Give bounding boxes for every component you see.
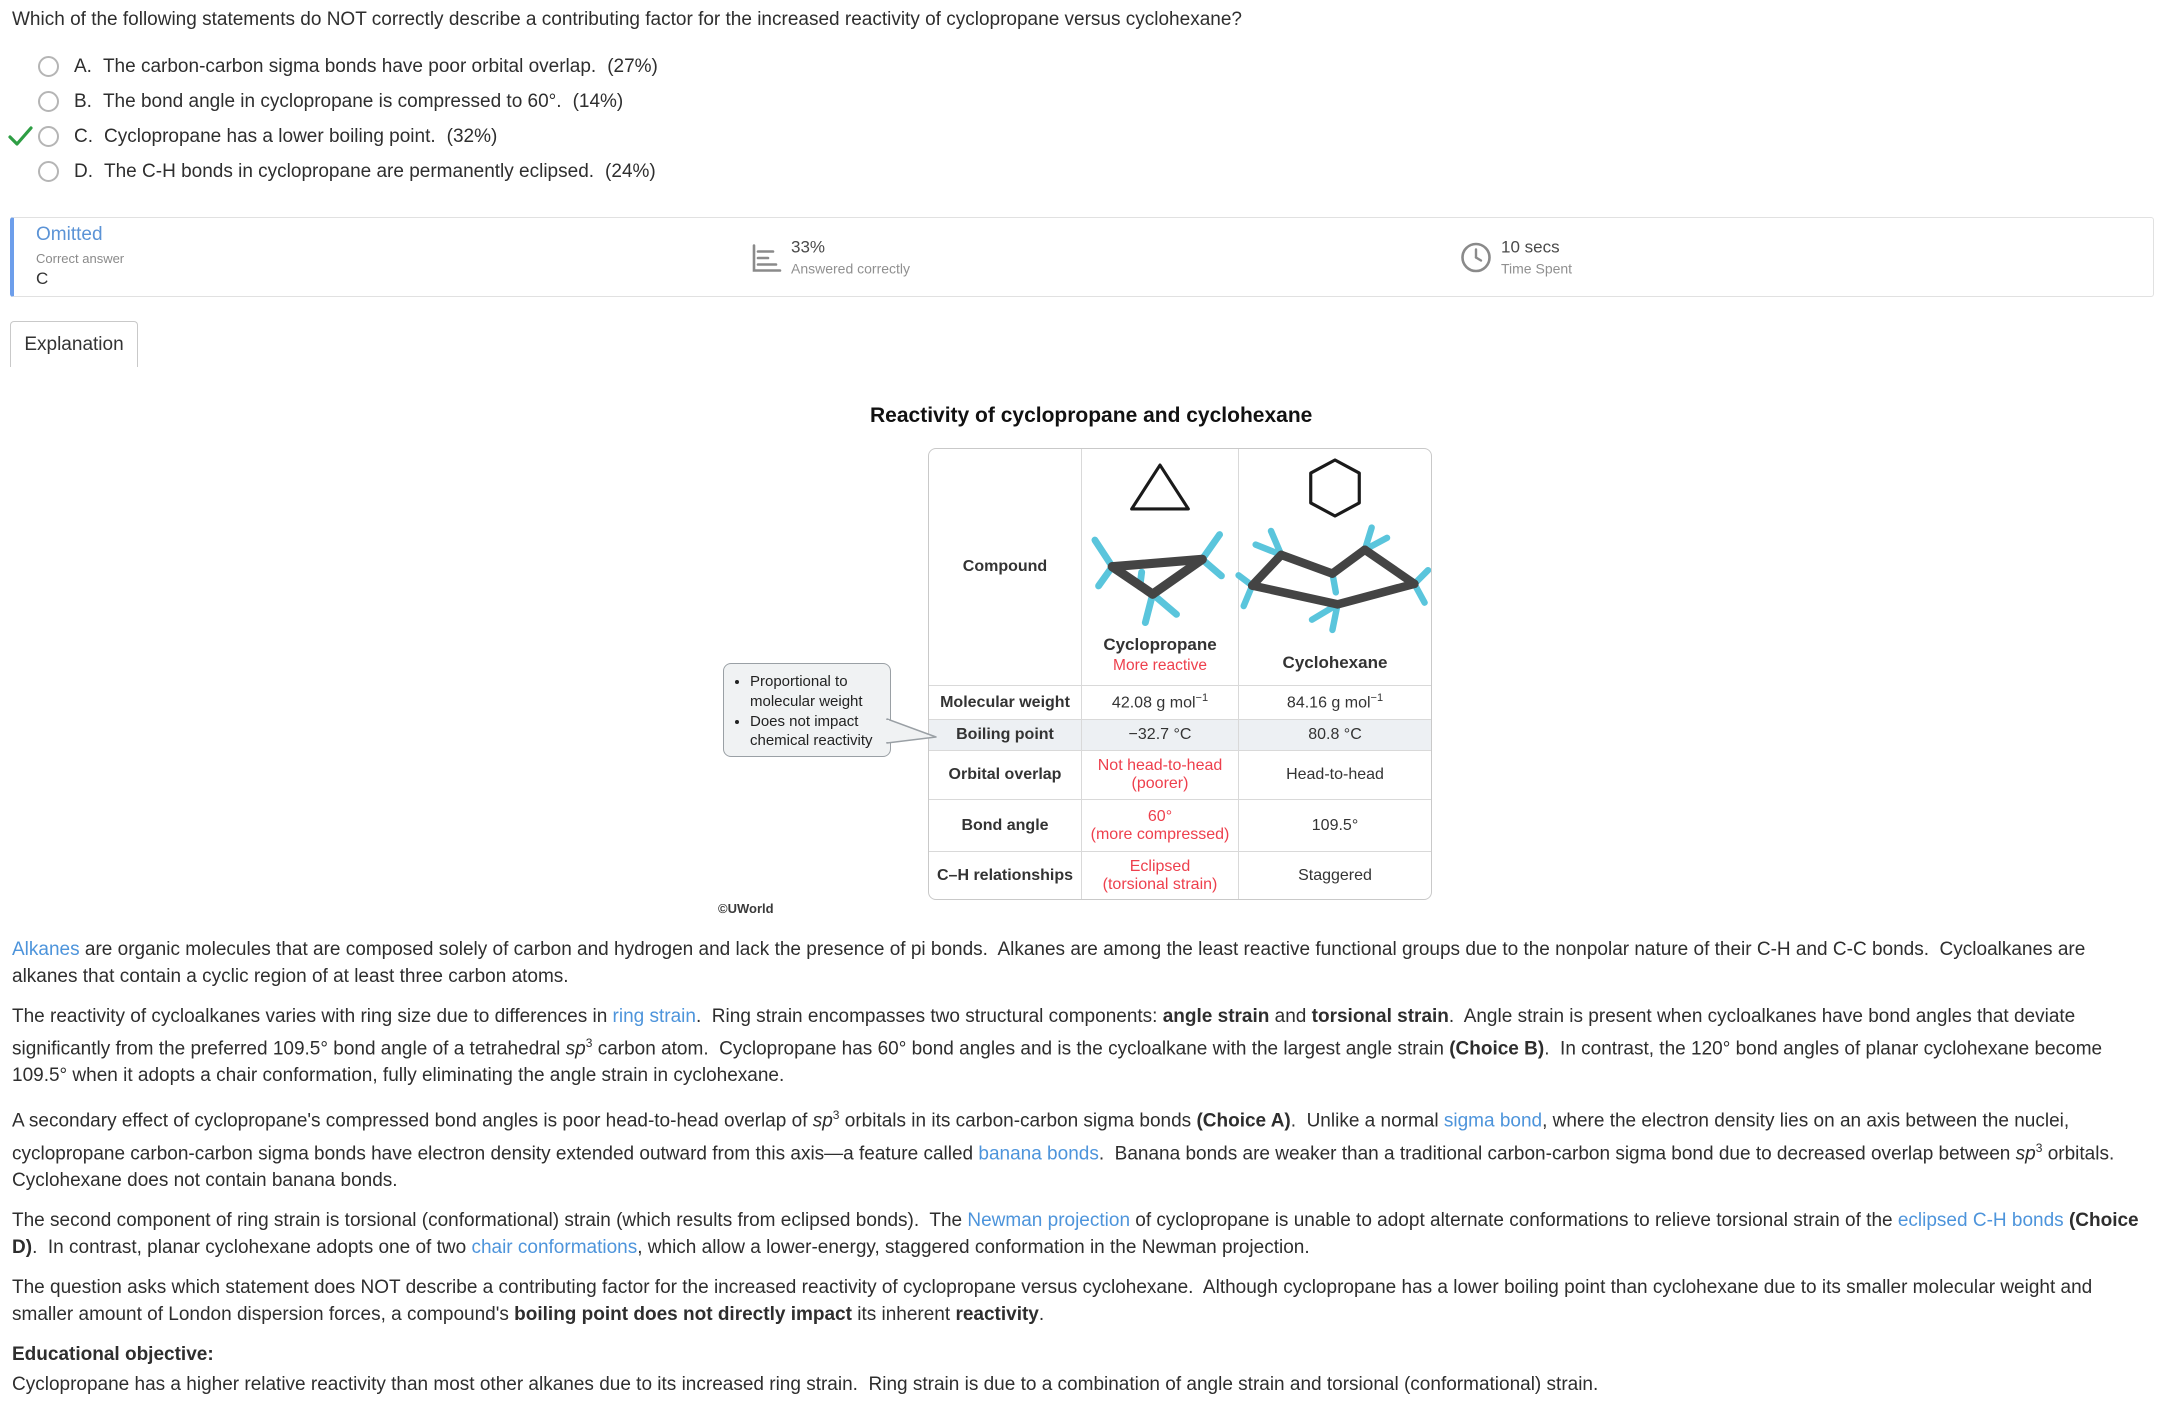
text-link[interactable]: Alkanes xyxy=(12,939,80,960)
radio-button[interactable] xyxy=(38,161,59,182)
text-link[interactable]: eclipsed C-H bonds xyxy=(1897,1209,2064,1231)
result-summary-card xyxy=(10,217,2154,297)
table-row-label: Boiling point xyxy=(929,719,1081,750)
choice-letter: D. xyxy=(74,160,93,182)
choice-row-c[interactable] xyxy=(0,119,658,154)
cyclohexane-name: Cyclohexane xyxy=(1282,653,1388,672)
table-row-label: Bond angle xyxy=(929,799,1081,851)
time-value: 10 secs xyxy=(1501,237,1560,257)
table-cell: Staggered xyxy=(1238,851,1431,899)
choice-letter: A. xyxy=(74,55,92,77)
choice-percent: (24%) xyxy=(605,160,656,182)
text-link[interactable]: Newman projection xyxy=(967,1209,1131,1231)
callout-bubble xyxy=(723,663,891,757)
text-link[interactable]: ring strain xyxy=(612,1006,696,1027)
callout-bullet: • Proportional to molecular weight xyxy=(750,672,884,712)
choice-row-b[interactable] xyxy=(0,84,658,119)
explanation-paragraph: The reactivity of cycloalkanes varies with ring size due to differences in ring strain. Ring strain encompasses two structural components: angle strain and torsional strain. Angle strain is present when cycloalkanes have bond angles that deviate significantly from the preferred 109.5° bond angle of a tetrahedral $sp^3$ carbon atom. Cyclopropane has 60° bond angles and is the cycloalkane with the largest angle strain (Choice B). In contrast, the 120° bond angles of planar cyclohexane become 109.5° when it adopts a chair conformation, fully eliminating the angle strain in cyclohexane. xyxy=(12,1006,2108,1087)
choice-percent: (32%) xyxy=(446,125,498,147)
answered-percent: 33% xyxy=(791,237,826,257)
copyright-uworld: ©UWorld xyxy=(718,901,774,916)
choice-percent: (27%) xyxy=(607,55,658,77)
time-spent-stat xyxy=(1459,238,1572,277)
text-link[interactable]: banana bonds xyxy=(978,1142,1099,1164)
choice-text: The carbon-carbon sigma bonds have poor orbital overlap. xyxy=(102,55,597,77)
radio-button[interactable] xyxy=(38,91,59,112)
cyclopropane-name: Cyclopropane xyxy=(1103,635,1217,654)
callout-pointer xyxy=(886,712,938,748)
educational-objective-body: Cyclopropane has a higher relative reactivity than most other alkanes due to its increased ring strain. Ring strain is due to a combination of angle strain and torsional (conformational) strain. xyxy=(12,1373,1599,1395)
time-label: Time Spent xyxy=(1501,260,1573,277)
table-cell: 80.8 °C xyxy=(1238,719,1431,750)
table-cell: 84.16 g mol$^{-1}$ xyxy=(1238,685,1431,719)
check-icon xyxy=(8,125,33,148)
choice-percent: (14%) xyxy=(572,90,624,112)
tab-explanation[interactable]: Explanation xyxy=(10,321,138,367)
choice-row-a[interactable] xyxy=(0,49,658,84)
explanation-paragraph: The second component of ring strain is torsional (conformational) strain (which results from eclipsed bonds). The Newman projection of cyclopropane is unable to adopt alternate conformations to relieve torsional strain of the eclipsed C-H bonds (Choice D). In contrast, planar cyclohexane adopts one of two chair conformations, which allow a lower-energy, staggered conformation in the Newman projection. xyxy=(12,1209,2144,1258)
choice-text: Cyclopropane has a lower boiling point. xyxy=(104,125,436,147)
table-row-label: Molecular weight xyxy=(929,685,1081,719)
bar-chart-icon xyxy=(749,240,783,274)
table-row-label: Orbital overlap xyxy=(929,750,1081,799)
choice-text: The C-H bonds in cyclopropane are permanently eclipsed. xyxy=(104,160,595,182)
choice-letter: B. xyxy=(74,90,92,112)
choice-row-d[interactable] xyxy=(0,154,658,189)
table-cell: Eclipsed (torsional strain) xyxy=(1081,851,1238,899)
cyclopropane-3d-model xyxy=(1085,519,1235,629)
text-link[interactable]: sigma bond xyxy=(1443,1110,1543,1132)
clock-icon xyxy=(1459,240,1493,274)
table-cell: −32.7 °C xyxy=(1081,719,1238,750)
callout-bullet: • Does not impact chemical reactivity xyxy=(750,712,884,752)
answered-label: Answered correctly xyxy=(791,260,911,277)
more-reactive-tag: More reactive xyxy=(1113,657,1207,674)
table-cell: 109.5° xyxy=(1238,799,1431,851)
explanation-paragraph: Alkanes are organic molecules that are composed solely of carbon and hydrogen and lack the presence of pi bonds. Alkanes are among the least reactive functional groups due to the nonpolar nature of their C-H and C-C bonds. Cycloalkanes are alkanes that contain a cyclic region of at least three carbon atoms. xyxy=(12,939,2091,987)
cyclohexane-3d-model xyxy=(1235,519,1432,647)
cyclohexane-skeletal-icon xyxy=(1307,457,1363,519)
choices-list xyxy=(0,49,658,189)
figure-title: Reactivity of cyclopropane and cyclohexane xyxy=(870,404,1313,427)
educational-objective-heading: Educational objective: xyxy=(12,1343,214,1365)
compound-table xyxy=(928,448,1432,900)
compound-header-label: Compound xyxy=(962,558,1048,575)
question-text: Which of the following statements do NOT correctly describe a contributing factor for the increased reactivity of cyclopropane versus cyclohexane? xyxy=(12,9,1242,30)
table-cell: 42.08 g mol$^{-1}$ xyxy=(1081,685,1238,719)
radio-button[interactable] xyxy=(38,56,59,77)
table-cell: Head-to-head xyxy=(1238,750,1431,799)
table-cell: 60° (more compressed) xyxy=(1081,799,1238,851)
status-omitted: Omitted xyxy=(36,224,103,245)
explanation-paragraph: A secondary effect of cyclopropane's compressed bond angles is poor head-to-head overlap of $sp^3$ orbitals in its carbon-carbon sigma bonds (Choice A). Unlike a normal sigma bond, where the electron density lies on an axis between the nuclei, cyclopropane carbon-carbon sigma bonds have electron density extended outward from this axis—a feature called banana bonds. Banana bonds are weaker than a traditional carbon-carbon sigma bond due to decreased overlap between $sp^3$ orbitals. Cyclohexane does not contain banana bonds. xyxy=(12,1108,2125,1191)
table-cell: Not head-to-head (poorer) xyxy=(1081,750,1238,799)
cyclohexane-column xyxy=(1238,449,1431,685)
table-row-label: C–H relationships xyxy=(929,851,1081,899)
choice-letter: C. xyxy=(74,125,93,147)
explanation-body xyxy=(12,936,2154,1411)
text-link[interactable]: chair conformations xyxy=(471,1236,638,1258)
cyclopropane-column xyxy=(1081,449,1238,685)
radio-button[interactable] xyxy=(38,126,59,147)
choice-text: The bond angle in cyclopropane is compressed to 60°. xyxy=(102,90,562,112)
correct-answer-label: Correct answer xyxy=(36,251,125,266)
correct-answer-value: C xyxy=(36,269,49,288)
answered-correctly-stat xyxy=(749,238,910,277)
explanation-paragraph: The question asks which statement does NOT describe a contributing factor for the increased reactivity of cyclopropane versus cyclohexane. Although cyclopropane has a lower boiling point than cyclohexane due to its smaller molecular weight and smaller amount of London dispersion forces, a compound's boiling point does not directly impact its inherent reactivity. xyxy=(12,1276,2098,1325)
cyclopropane-skeletal-icon xyxy=(1128,459,1192,515)
